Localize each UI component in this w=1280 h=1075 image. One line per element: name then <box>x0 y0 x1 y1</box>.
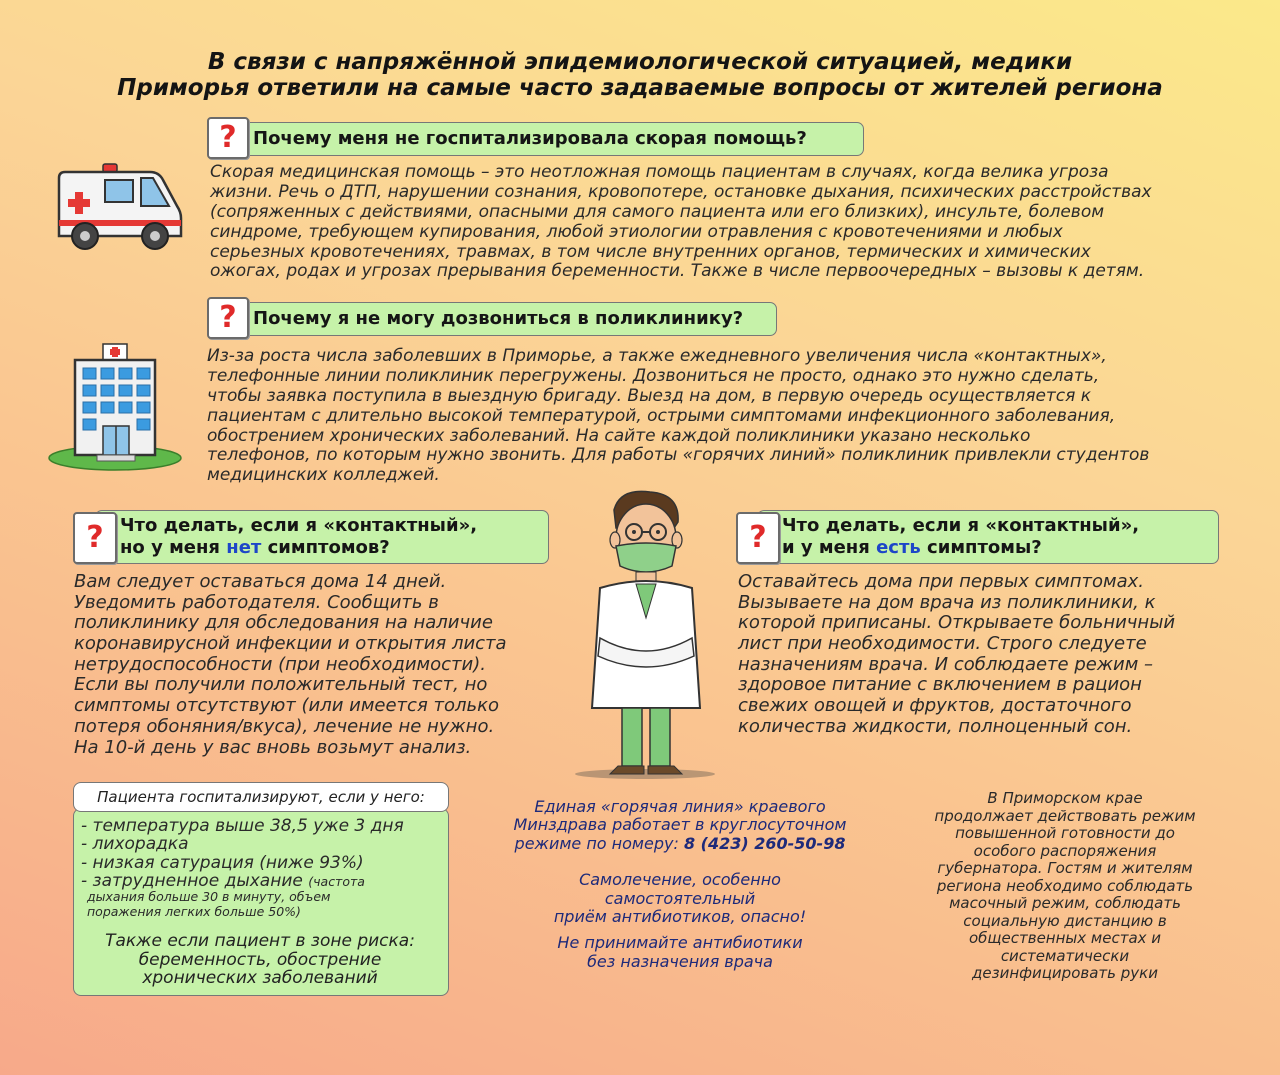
answer-2-line: обострением хронических заболеваний. На сайте каждой поликлиники указано несколько <box>207 425 1031 446</box>
risk-zone-line: беременность, обострение <box>138 949 382 970</box>
question-mark-icon: ? <box>73 512 117 564</box>
question-3-box <box>95 510 549 564</box>
answer-4-line: которой приписаны. Открываете больничный <box>738 612 1176 634</box>
criteria-note: поражения легких больше 50%) <box>87 903 301 919</box>
answer-3-line: коронавирусной инфекции и открытия листа <box>74 633 507 655</box>
accent-word: нет <box>226 537 262 558</box>
hotline-phone: 8 (423) 260-50-98 <box>683 833 846 853</box>
answer-1 <box>210 163 1152 282</box>
answer-3 <box>74 572 507 758</box>
region-line: общественных местах и <box>968 929 1162 948</box>
question-4-line-2: и у меня есть симптомы? <box>782 537 1042 558</box>
answer-1-line: синдроме, требующем купирования, любой этиологии отравления с кровотечениями и любых <box>210 221 1063 242</box>
hospitalization-title: Пациента госпитализируют, если у него: <box>73 782 449 812</box>
question-mark-icon: ? <box>207 297 249 339</box>
answer-4-line: здоровое питание с включением в рацион <box>738 674 1142 696</box>
question-1-text: Почему меня не госпитализировала скорая помощь? <box>253 128 807 150</box>
question-3-line-2: но у меня нет симптомов? <box>120 537 390 558</box>
question-4-text <box>782 515 1139 558</box>
answer-3-line: На 10-й день у вас вновь возьмут анализ. <box>74 736 472 758</box>
question-4-box <box>757 510 1219 564</box>
region-line: продолжает действовать режим <box>934 806 1196 825</box>
doctor-icon <box>570 488 720 780</box>
answer-4-line: назначениям врача. И соблюдаете режим – <box>738 653 1154 675</box>
criteria-item: - лихорадка <box>81 834 189 855</box>
answer-4-line: количества жидкости, полноценный сон. <box>738 715 1133 737</box>
answer-4-line: свежих овощей и фруктов, достаточного <box>738 695 1132 717</box>
criteria-item: - низкая сатурация (ниже 93%) <box>81 852 364 873</box>
title-line-2: Приморья ответили на самые часто задаваемые вопросы от жителей региона <box>117 74 1163 101</box>
question-3-line-1: Что делать, если я «контактный», <box>120 515 478 537</box>
hospital-icon <box>45 340 185 475</box>
answer-4 <box>738 572 1175 738</box>
criteria-item: - температура выше 38,5 уже 3 дня <box>81 816 404 836</box>
answer-4-line: Оставайтесь дома при первых симптомах. <box>738 571 1144 592</box>
answer-3-line: Если вы получили положительный тест, но <box>74 674 488 696</box>
antibiotics-line: без назначения врача <box>587 951 773 971</box>
answer-3-line: Уведомить работодателя. Сообщить в <box>74 591 439 613</box>
risk-zone-line: Также если пациент в зоне риска: <box>105 931 415 951</box>
criteria-note: (частота <box>308 874 365 890</box>
question-1-box <box>232 122 864 156</box>
answer-1-line: Скорая медицинская помощь – это неотложная помощь пациентам в случаях, когда велика угроза <box>210 162 1109 182</box>
risk-zone-line: хронических заболеваний <box>142 968 378 989</box>
hospitalization-criteria <box>81 817 404 919</box>
self-treatment-line: приём антибиотиков, опасно! <box>553 906 807 926</box>
answer-3-line: потеря обоняния/вкуса), лечение не нужно. <box>74 715 495 737</box>
title-line-1: В связи с напряжённой эпидемиологической ситуацией, медики <box>207 49 1073 75</box>
region-line: социальную дистанцию в <box>963 911 1167 930</box>
self-treatment-line: самостоятельный <box>604 888 756 908</box>
region-line: особого распоряжения <box>973 841 1157 860</box>
criteria-item: - затрудненное дыхание (частота <box>81 871 365 892</box>
answer-2-line: Из-за роста числа заболевших в Приморье, а также ежедневного увеличения числа «контактных», <box>207 346 1107 366</box>
risk-zone-note <box>73 932 447 988</box>
ambulance-icon <box>55 160 185 255</box>
answer-2-line: чтобы заявка поступила в выездную бригаду. Выезд на дом, в первую очередь осуществляется к <box>207 385 1092 406</box>
answer-2-line: телефонов, по которым нужно звонить. Для работы «горячих линий» поликлиник привлекли студентов <box>207 445 1150 466</box>
answer-3-line: нетрудоспособности (при необходимости). <box>74 653 486 675</box>
answer-1-line: (сопряженных с действиями, опасными для самого пациента или его близких), инсульте, болевом <box>210 201 1105 222</box>
question-4-line-1: Что делать, если я «контактный», <box>782 515 1140 537</box>
answer-3-line: поликлинику для обследования на наличие <box>74 612 493 634</box>
answer-2-line: медицинских колледжей. <box>207 465 440 486</box>
region-line: систематически <box>1000 946 1130 965</box>
region-line: губернатора. Гостям и жителям <box>937 859 1193 878</box>
answer-3-line: симптомы отсутствуют (или имеется только <box>74 695 499 717</box>
answer-2 <box>207 347 1149 486</box>
answer-2-line: телефонные линии поликлиник перегружены. Дозвониться не просто, однако это нужно сделать, <box>207 365 1100 386</box>
question-2-box <box>232 302 777 336</box>
answer-1-line: ожогах, родах и угрозах прерывания беременности. Также в числе первоочередных – вызовы к детям. <box>210 261 1145 282</box>
hotline-line: режиме по номеру: 8 (423) 260-50-98 <box>514 833 846 853</box>
region-line: В Приморском крае <box>987 789 1143 807</box>
region-line: региона необходимо соблюдать <box>936 876 1194 895</box>
region-note <box>895 790 1235 983</box>
hotline-line: Минздрава работает в круглосуточном <box>513 815 847 835</box>
answer-4-line: Вызываете на дом врача из поликлиники, к <box>738 591 1156 613</box>
antibiotics-line: Не принимайте антибиотики <box>557 933 803 953</box>
question-mark-icon: ? <box>736 512 780 564</box>
question-3-text <box>120 515 477 558</box>
answer-1-line: серьезных кровотечениях, травмах, в том числе внутренних органов, термических и химических <box>210 241 1091 262</box>
answer-1-line: жизни. Речь о ДТП, нарушении сознания, кровопотере, остановке дыхания, психических расстройствах <box>210 181 1152 202</box>
question-2-text: Почему я не могу дозвониться в поликлинику? <box>253 308 744 330</box>
self-treatment-line: Самолечение, особенно <box>579 870 781 890</box>
answer-2-line: пациентам с длительно высокой температурой, острыми симптомами инфекционного заболевания, <box>207 405 1116 426</box>
region-line: масочный режим, соблюдать <box>949 894 1181 913</box>
question-mark-icon: ? <box>207 117 249 159</box>
criteria-note: дыхания больше 30 в минуту, объем <box>87 889 331 905</box>
page-title <box>40 50 1240 102</box>
hotline-block <box>470 798 890 971</box>
hotline-line: Единая «горячая линия» краевого <box>534 797 826 816</box>
region-line: дезинфицировать руки <box>972 964 1158 983</box>
region-line: повышенной готовности до <box>955 824 1175 843</box>
accent-word: есть <box>876 537 921 558</box>
answer-3-line: Вам следует оставаться дома 14 дней. <box>74 571 447 592</box>
answer-4-line: лист при необходимости. Строго следуете <box>738 633 1147 655</box>
